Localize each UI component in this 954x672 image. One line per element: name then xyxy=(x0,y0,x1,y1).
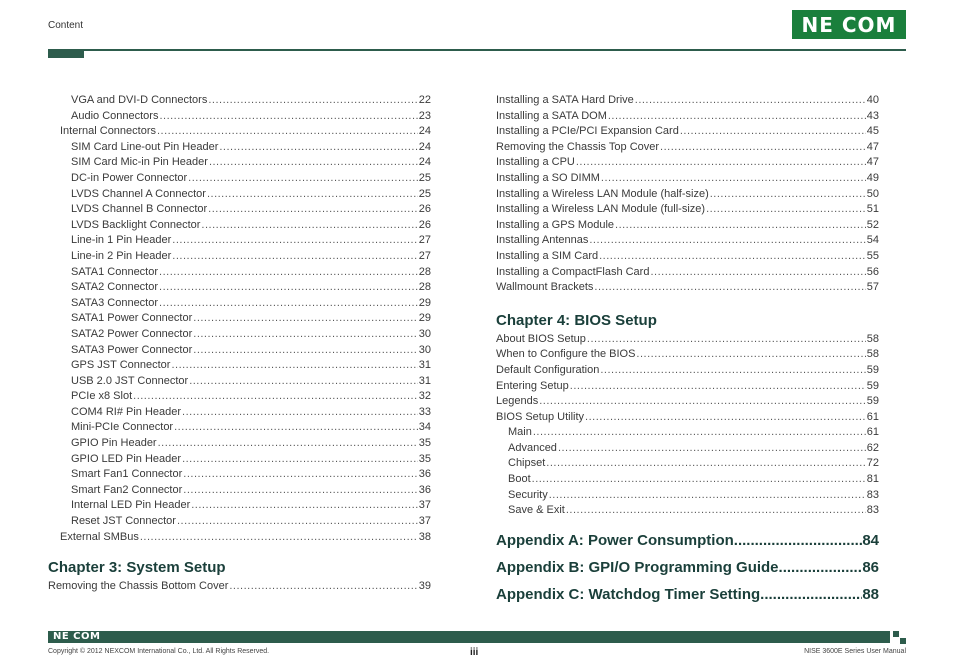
toc-entry-title: Installing a SIM Card xyxy=(496,249,599,262)
footer-copyright: Copyright © 2012 NEXCOM International Co., Ltd. All Rights Reserved. xyxy=(48,648,270,655)
toc-entry-page: 61 xyxy=(866,426,879,439)
appendix-title: Appendix A: Power Consumption xyxy=(496,531,734,549)
toc-entry-page: 33 xyxy=(418,405,431,418)
toc-right-list xyxy=(496,93,879,296)
appendix-title: Appendix C: Watchdog Timer Setting xyxy=(496,585,761,603)
toc-entry[interactable] xyxy=(48,311,431,327)
toc-entry-page: 28 xyxy=(418,265,431,278)
toc-entry[interactable] xyxy=(48,124,431,140)
toc-entry[interactable] xyxy=(48,452,431,468)
footer-square-1 xyxy=(893,631,899,637)
toc-leader-dots xyxy=(635,93,866,109)
toc-entry[interactable] xyxy=(496,171,879,187)
toc-entry[interactable] xyxy=(496,155,879,171)
toc-entry-title: Removing the Chassis Top Cover xyxy=(496,140,660,153)
toc-chapter4-list xyxy=(496,332,879,519)
toc-entry-page: 50 xyxy=(866,187,879,200)
toc-entry-page: 45 xyxy=(866,125,879,138)
toc-leader-dots xyxy=(599,249,866,265)
toc-entry-title: Main xyxy=(508,426,532,439)
toc-entry-title: Installing a CPU xyxy=(496,156,575,169)
toc-entry-page: 25 xyxy=(418,171,431,184)
chapter-4-heading[interactable]: Chapter 4: BIOS Setup xyxy=(496,311,657,329)
toc-entry-page: 25 xyxy=(418,187,431,200)
toc-entry-title: SIM Card Mic-in Pin Header xyxy=(71,156,208,169)
toc-leader-dots xyxy=(172,249,417,265)
toc-leader-dots xyxy=(191,498,418,514)
toc-entry[interactable] xyxy=(496,280,879,296)
toc-entry-page: 56 xyxy=(866,265,879,278)
toc-entry[interactable] xyxy=(48,93,431,109)
toc-entry-page: 35 xyxy=(418,437,431,450)
toc-entry-page: 59 xyxy=(866,363,879,376)
appendix-heading[interactable] xyxy=(496,527,879,554)
toc-entry-title: Smart Fan2 Connector xyxy=(71,483,183,496)
toc-entry[interactable] xyxy=(496,124,879,140)
toc-left-column xyxy=(48,93,431,595)
toc-leader-dots xyxy=(576,155,866,171)
toc-entry-page: 27 xyxy=(418,249,431,262)
appendix-heading[interactable] xyxy=(496,554,879,581)
toc-leader-dots xyxy=(650,265,865,281)
toc-leader-dots xyxy=(546,456,865,472)
toc-leader-dots xyxy=(533,425,866,441)
toc-entry-title: SATA1 Power Connector xyxy=(71,312,193,325)
toc-entry-title: Boot xyxy=(508,473,531,486)
toc-entry-page: 26 xyxy=(418,203,431,216)
toc-entry[interactable] xyxy=(48,249,431,265)
toc-entry-title: SATA3 Connector xyxy=(71,296,159,309)
toc-entry-page: 29 xyxy=(418,312,431,325)
toc-entry[interactable] xyxy=(496,332,879,348)
toc-leader-dots xyxy=(193,327,417,343)
toc-leader-dots xyxy=(133,389,418,405)
toc-entry-page: 43 xyxy=(866,109,879,122)
toc-entry-title: Installing a GPS Module xyxy=(496,218,615,231)
toc-entry-page: 59 xyxy=(866,379,879,392)
toc-entry-page: 22 xyxy=(418,94,431,106)
toc-entry-title: SATA3 Power Connector xyxy=(71,343,193,356)
toc-entry[interactable] xyxy=(496,456,879,472)
footer-logo: NE COM xyxy=(53,631,101,642)
page-number: iii xyxy=(470,647,479,658)
toc-entry[interactable] xyxy=(496,441,879,457)
toc-entry-page: 32 xyxy=(418,390,431,403)
toc-entry[interactable] xyxy=(48,420,431,436)
toc-entry[interactable] xyxy=(496,363,879,379)
toc-entry[interactable] xyxy=(48,202,431,218)
toc-entry-title: Installing a Wireless LAN Module (half-size) xyxy=(496,187,709,200)
toc-entry-page: 49 xyxy=(866,171,879,184)
toc-entry-title: Installing a SO DIMM xyxy=(496,171,600,184)
toc-entry-title: DC-in Power Connector xyxy=(71,171,188,184)
toc-entry-page: 39 xyxy=(418,580,431,593)
toc-entry-title: About BIOS Setup xyxy=(496,332,586,345)
toc-entry-title: Smart Fan1 Connector xyxy=(71,468,183,481)
toc-entry-title: LVDS Channel B Connector xyxy=(71,203,208,216)
toc-entry-page: 23 xyxy=(418,109,431,122)
toc-leader-dots xyxy=(158,436,418,452)
toc-entry[interactable] xyxy=(48,530,431,546)
header-tab xyxy=(48,49,84,58)
toc-leader-dots xyxy=(159,280,418,296)
toc-entry[interactable] xyxy=(48,374,431,390)
toc-entry-title: GPS JST Connector xyxy=(71,359,171,372)
toc-entry[interactable] xyxy=(496,109,879,125)
toc-entry-page: 83 xyxy=(866,504,879,517)
footer-bar xyxy=(48,631,890,643)
toc-entry-page: 58 xyxy=(866,348,879,361)
toc-entry-title: Internal Connectors xyxy=(60,125,156,138)
toc-entry-title: When to Configure the BIOS xyxy=(496,348,636,361)
toc-entry-title: LVDS Channel A Connector xyxy=(71,187,206,200)
toc-leader-dots xyxy=(208,202,418,218)
toc-entry-title: Security xyxy=(508,488,548,501)
toc-entry[interactable] xyxy=(48,296,431,312)
toc-entry-title: Mini-PCIe Connector xyxy=(71,421,174,434)
toc-entry-title: Installing a CompactFlash Card xyxy=(496,265,650,278)
toc-entry-title: BIOS Setup Utility xyxy=(496,410,585,423)
toc-entry-page: 28 xyxy=(418,281,431,294)
toc-entry-page: 52 xyxy=(866,218,879,231)
toc-leader-dots xyxy=(182,452,418,468)
toc-entry-title: Wallmount Brackets xyxy=(496,281,594,294)
toc-leader-dots xyxy=(157,124,418,140)
toc-entry-page: 81 xyxy=(866,473,879,486)
toc-entry[interactable] xyxy=(496,265,879,281)
toc-entry-title: Reset JST Connector xyxy=(71,515,176,528)
toc-entry[interactable] xyxy=(48,405,431,421)
toc-entry[interactable] xyxy=(496,410,879,426)
appendix-page: 88 xyxy=(862,585,879,603)
toc-entry[interactable] xyxy=(496,394,879,410)
toc-leader-dots xyxy=(710,187,866,203)
toc-entry[interactable] xyxy=(48,233,431,249)
toc-entry-page: 54 xyxy=(866,234,879,247)
toc-leader-dots xyxy=(587,332,866,348)
toc-entry-page: 36 xyxy=(418,468,431,481)
toc-leader-dots xyxy=(608,109,866,125)
toc-leader-dots xyxy=(549,488,866,504)
toc-entry[interactable] xyxy=(48,579,431,595)
manual-title: NISE 3600E Series User Manual xyxy=(804,648,906,655)
footer-square-2 xyxy=(900,638,906,644)
toc-entry-title: Installing a PCIe/PCI Expansion Card xyxy=(496,125,679,138)
toc-leader-dots xyxy=(188,171,418,187)
toc-leader-dots xyxy=(600,363,865,379)
toc-right-column xyxy=(496,93,879,608)
toc-entry-title: Installing Antennas xyxy=(496,234,589,247)
toc-leader-dots xyxy=(159,265,418,281)
toc-entry[interactable] xyxy=(496,93,879,109)
toc-entry[interactable] xyxy=(496,187,879,203)
toc-entry[interactable] xyxy=(48,187,431,203)
toc-entry-page: 72 xyxy=(866,457,879,470)
toc-leader-dots xyxy=(760,581,862,608)
toc-entry[interactable] xyxy=(48,327,431,343)
toc-entry[interactable] xyxy=(496,140,879,156)
toc-leader-dots xyxy=(532,472,866,488)
toc-entry[interactable] xyxy=(48,218,431,234)
toc-entry-page: 31 xyxy=(418,359,431,372)
toc-entry[interactable] xyxy=(496,503,879,519)
toc-entry-page: 51 xyxy=(866,203,879,216)
toc-leader-dots xyxy=(183,483,417,499)
toc-entry-title: SATA2 Power Connector xyxy=(71,327,193,340)
toc-entry-title: GPIO Pin Header xyxy=(71,437,157,450)
toc-entry[interactable] xyxy=(48,498,431,514)
toc-entry[interactable] xyxy=(48,171,431,187)
toc-leader-dots xyxy=(566,503,866,519)
toc-entry-title: Advanced xyxy=(508,441,557,454)
toc-leader-dots xyxy=(706,202,866,218)
toc-entry[interactable] xyxy=(48,389,431,405)
appendix-heading[interactable] xyxy=(496,581,879,608)
toc-entry-page: 31 xyxy=(418,374,431,387)
toc-entry-title: SATA2 Connector xyxy=(71,281,159,294)
toc-leader-dots xyxy=(615,218,866,234)
appendix-title: Appendix B: GPI/O Programming Guide xyxy=(496,558,779,576)
toc-entry[interactable] xyxy=(48,343,431,359)
toc-entry[interactable] xyxy=(496,218,879,234)
toc-entry-page: 57 xyxy=(866,281,879,294)
toc-entry[interactable] xyxy=(496,472,879,488)
toc-entry-title: SIM Card Line-out Pin Header xyxy=(71,140,219,153)
toc-entry-title: Line-in 1 Pin Header xyxy=(71,234,172,247)
toc-entry-title: VGA and DVI-D Connectors xyxy=(71,94,208,106)
toc-leader-dots xyxy=(680,124,866,140)
toc-entry-page: 24 xyxy=(418,125,431,138)
toc-leader-dots xyxy=(585,410,866,426)
toc-entry-title: COM4 RI# Pin Header xyxy=(71,405,182,418)
toc-entry[interactable] xyxy=(48,140,431,156)
toc-entry[interactable] xyxy=(496,233,879,249)
toc-entry-page: 29 xyxy=(418,296,431,309)
toc-entry-page: 58 xyxy=(866,332,879,345)
toc-leader-dots xyxy=(219,140,417,156)
toc-leader-dots xyxy=(193,343,417,359)
toc-leader-dots xyxy=(189,374,418,390)
toc-entry[interactable] xyxy=(48,358,431,374)
toc-leader-dots xyxy=(201,218,417,234)
toc-entry-page: 30 xyxy=(418,327,431,340)
toc-entry[interactable] xyxy=(48,155,431,171)
chapter-3-heading[interactable]: Chapter 3: System Setup xyxy=(48,559,226,577)
toc-entry-title: Entering Setup xyxy=(496,379,569,392)
logo-text: NE COM xyxy=(801,12,897,37)
toc-entry-title: Internal LED Pin Header xyxy=(71,499,191,512)
appendix-page: 84 xyxy=(862,531,879,549)
toc-entry[interactable] xyxy=(48,514,431,530)
toc-entry-title: Line-in 2 Pin Header xyxy=(71,249,172,262)
toc-entry-page: 38 xyxy=(418,530,431,543)
toc-leader-dots xyxy=(636,347,865,363)
toc-entry-title: Removing the Chassis Bottom Cover xyxy=(48,580,229,593)
toc-entry-title: Audio Connectors xyxy=(71,109,159,122)
toc-entry-title: USB 2.0 JST Connector xyxy=(71,374,189,387)
toc-entry-page: 59 xyxy=(866,395,879,408)
toc-entry[interactable] xyxy=(496,347,879,363)
toc-leader-dots xyxy=(183,467,417,483)
toc-appendix-list xyxy=(496,527,879,608)
toc-leader-dots xyxy=(174,420,418,436)
toc-leader-dots xyxy=(601,171,866,187)
toc-leader-dots xyxy=(589,233,865,249)
toc-entry-page: 47 xyxy=(866,140,879,153)
toc-leader-dots xyxy=(779,554,863,581)
toc-entry-title: GPIO LED Pin Header xyxy=(71,452,182,465)
toc-leader-dots xyxy=(660,140,866,156)
toc-entry-title: Installing a SATA Hard Drive xyxy=(496,94,634,106)
toc-entry-page: 37 xyxy=(418,499,431,512)
toc-leader-dots xyxy=(207,187,418,203)
toc-leader-dots xyxy=(171,358,417,374)
toc-entry[interactable] xyxy=(48,436,431,452)
toc-entry[interactable] xyxy=(48,109,431,125)
toc-leader-dots xyxy=(172,233,417,249)
toc-entry-title: Installing a Wireless LAN Module (full-size) xyxy=(496,203,706,216)
toc-leader-dots xyxy=(209,155,418,171)
toc-entry-page: 30 xyxy=(418,343,431,356)
toc-leader-dots xyxy=(229,579,417,595)
toc-entry[interactable] xyxy=(48,265,431,281)
toc-leader-dots xyxy=(208,93,417,109)
toc-entry-page: 24 xyxy=(418,140,431,153)
toc-leader-dots xyxy=(558,441,866,457)
toc-entry[interactable] xyxy=(48,280,431,296)
toc-leader-dots xyxy=(182,405,418,421)
toc-entry-page: 27 xyxy=(418,234,431,247)
toc-entry-page: 47 xyxy=(866,156,879,169)
toc-leader-dots xyxy=(193,311,417,327)
toc-chapter3-list xyxy=(48,579,431,595)
toc-entry[interactable] xyxy=(496,425,879,441)
toc-entry[interactable] xyxy=(496,249,879,265)
toc-entry-page: 37 xyxy=(418,515,431,528)
toc-entry-page: 83 xyxy=(866,488,879,501)
toc-leader-dots xyxy=(570,379,866,395)
toc-entry[interactable] xyxy=(48,467,431,483)
toc-entry-title: Installing a SATA DOM xyxy=(496,109,607,122)
toc-entry-page: 55 xyxy=(866,249,879,262)
toc-entry-page: 26 xyxy=(418,218,431,231)
toc-entry-title: Legends xyxy=(496,395,539,408)
toc-entry-title: Save & Exit xyxy=(508,504,565,517)
toc-entry-title: SATA1 Connector xyxy=(71,265,159,278)
toc-left-list xyxy=(48,93,431,545)
toc-leader-dots xyxy=(177,514,418,530)
header-rule xyxy=(48,49,906,51)
toc-entry-title: Default Configuration xyxy=(496,363,600,376)
toc-leader-dots xyxy=(734,527,863,554)
toc-entry-title: LVDS Backlight Connector xyxy=(71,218,201,231)
toc-leader-dots xyxy=(140,530,418,546)
toc-entry-page: 40 xyxy=(866,94,879,106)
toc-entry-page: 62 xyxy=(866,441,879,454)
toc-entry[interactable] xyxy=(496,379,879,395)
toc-leader-dots xyxy=(594,280,865,296)
toc-entry[interactable] xyxy=(48,483,431,499)
toc-entry-page: 61 xyxy=(866,410,879,423)
toc-leader-dots xyxy=(539,394,866,410)
toc-leader-dots xyxy=(159,109,417,125)
toc-entry-page: 24 xyxy=(418,156,431,169)
header-label: Content xyxy=(48,20,84,31)
nexcom-logo xyxy=(792,10,906,39)
toc-leader-dots xyxy=(159,296,418,312)
toc-entry-page: 35 xyxy=(418,452,431,465)
toc-entry-title: Chipset xyxy=(508,457,546,470)
toc-entry-page: 34 xyxy=(418,421,431,434)
toc-entry[interactable] xyxy=(496,488,879,504)
appendix-page: 86 xyxy=(862,558,879,576)
toc-entry-title: PCIe x8 Slot xyxy=(71,390,133,403)
toc-entry-page: 36 xyxy=(418,483,431,496)
toc-entry[interactable] xyxy=(496,202,879,218)
toc-entry-title: External SMBus xyxy=(60,530,139,543)
